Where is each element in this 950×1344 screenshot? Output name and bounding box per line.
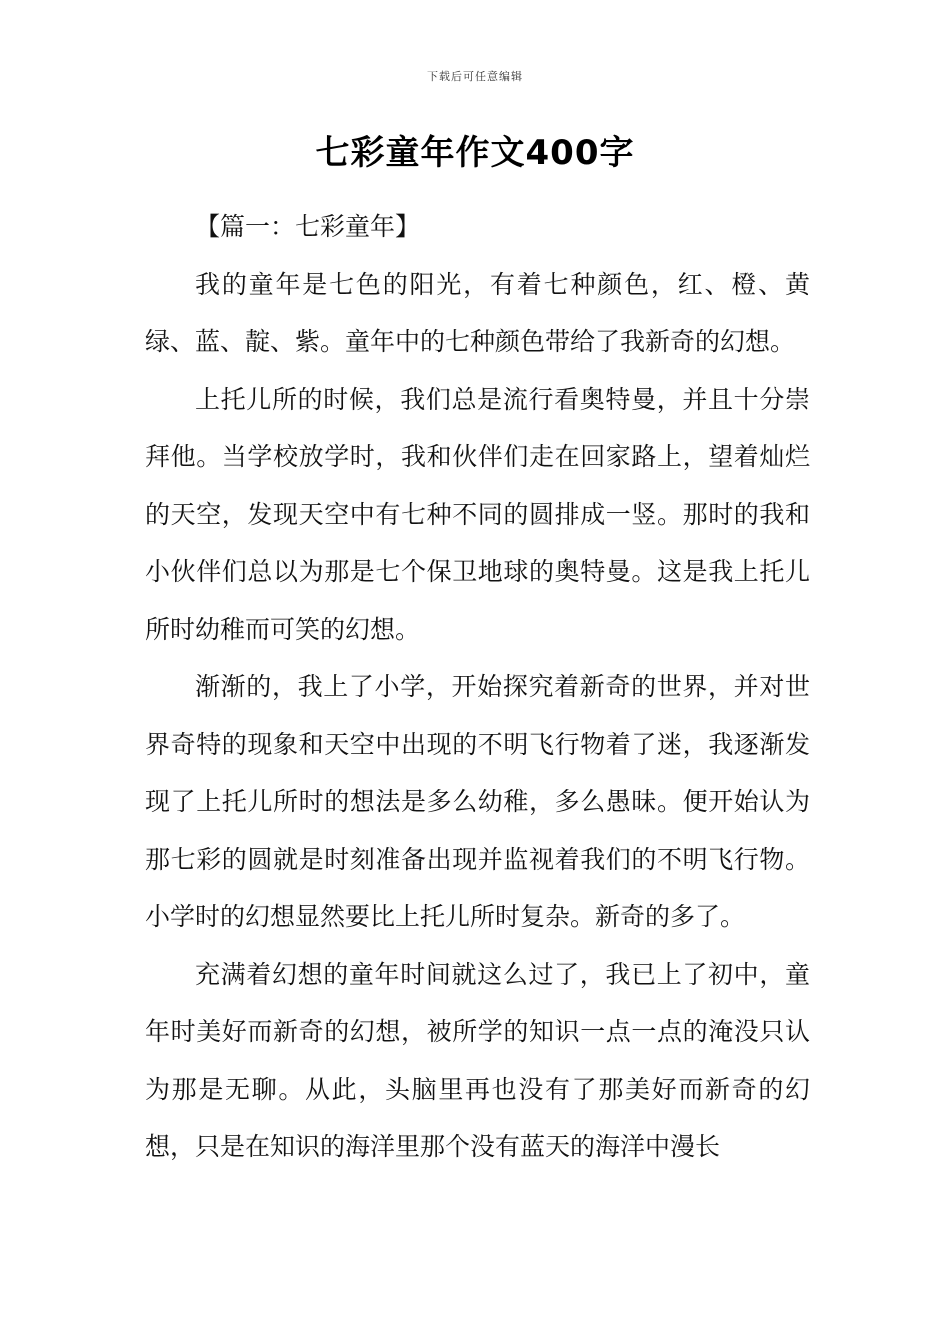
download-note: 下载后可任意编辑 [427,70,523,83]
paragraph-4: 充满着幻想的童年时间就这么过了，我已上了初中，童年时美好而新奇的幻想，被所学的知识一点一点的淹没只认为那是无聊。从此，头脑里再也没有了那美好而新奇的幻想，只是在知识的海洋里那个没有蓝天的海洋中漫长 [145,959,810,1161]
article-body [145,198,810,1176]
paragraph-3: 渐渐的，我上了小学，开始探究着新奇的世界，并对世界奇特的现象和天空中出现的不明飞行物着了迷，我逐渐发现了上托儿所时的想法是多么幼稚，多么愚昧。便开始认为那七彩的圆就是时刻准备出现并监视着我们的不明飞行物。小学时的幻想显然要比上托儿所时复杂。新奇的多了。 [145,672,810,931]
paragraph-2: 上托儿所的时候，我们总是流行看奥特曼，并且十分崇拜他。当学校放学时，我和伙伴们走在回家路上，望着灿烂的天空，发现天空中有七种不同的圆排成一竖。那时的我和小伙伴们总以为那是七个保卫地球的奥特曼。这是我上托儿所时幼稚而可笑的幻想。 [145,384,810,644]
page-title: 七彩童年作文400字 [315,133,635,173]
paragraph-1: 我的童年是七色的阳光，有着七种颜色，红、橙、黄绿、蓝、靛、紫。童年中的七种颜色带给了我新奇的幻想。 [145,269,810,356]
section-heading: 【篇一：七彩童年】 [195,212,421,241]
